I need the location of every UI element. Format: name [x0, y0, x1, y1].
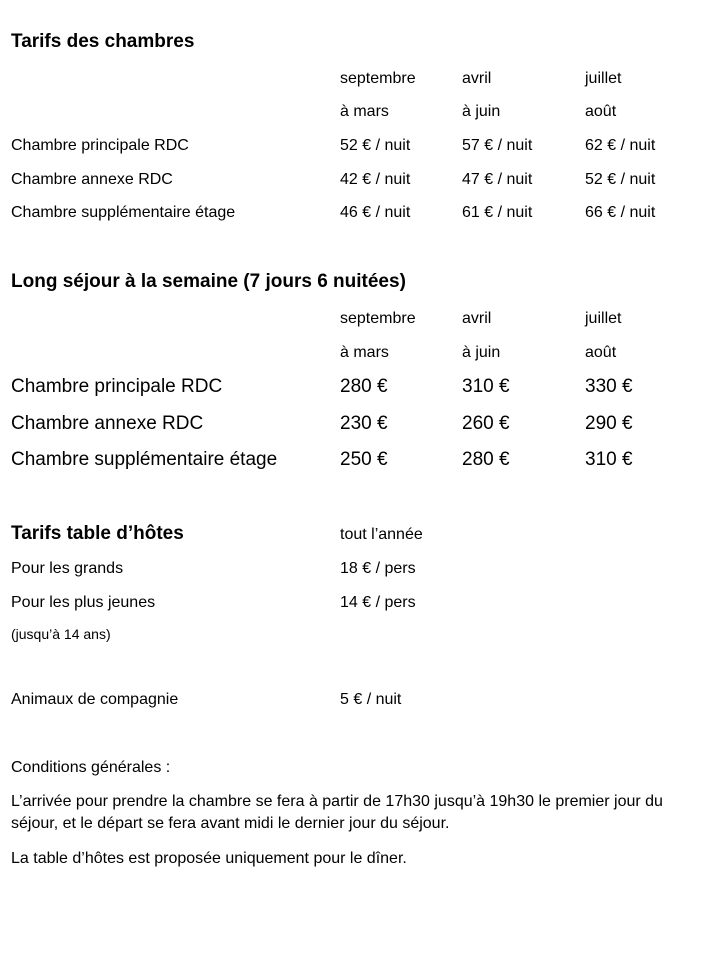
price-value: 57 € / nuit — [462, 137, 533, 154]
long-stay-period-row-bottom — [11, 344, 711, 368]
price-value: 46 € / nuit — [340, 204, 411, 221]
price-value: 61 € / nuit — [462, 204, 533, 221]
price-value: 14 € / pers — [340, 594, 416, 611]
room-label: Chambre supplémentaire étage — [11, 449, 278, 470]
price-value: 52 € / nuit — [340, 137, 411, 154]
room-label: Chambre annexe RDC — [11, 171, 173, 188]
table-row — [11, 691, 711, 715]
price-value: 290 € — [585, 413, 633, 434]
table-row — [11, 171, 711, 195]
period-label: avril — [462, 310, 492, 327]
period-label: à juin — [462, 103, 501, 120]
table-row — [11, 204, 711, 228]
room-label: Chambre annexe RDC — [11, 413, 204, 434]
price-value: 42 € / nuit — [340, 171, 411, 188]
rooms-period-row-bottom — [11, 103, 711, 127]
table-row — [11, 376, 711, 404]
guest-label: Pour les plus jeunes — [11, 594, 156, 611]
pets-label: Animaux de compagnie — [11, 691, 179, 708]
period-label: juillet — [585, 310, 622, 327]
price-value: 310 € — [585, 449, 633, 470]
rooms-period-row-top — [11, 70, 711, 94]
period-label: tout l’année — [340, 526, 423, 543]
long-stay-period-row-top — [11, 310, 711, 334]
table-row — [11, 137, 711, 161]
conditions-paragraph-2: La table d’hôtes est proposée uniquement pour le dîner. — [11, 850, 407, 867]
table-row — [11, 413, 711, 441]
room-label: Chambre principale RDC — [11, 376, 223, 397]
age-note — [11, 626, 711, 650]
period-label: août — [585, 103, 617, 120]
period-label: à juin — [462, 344, 501, 361]
period-label: septembre — [340, 70, 416, 87]
price-value: 66 € / nuit — [585, 204, 656, 221]
price-value: 250 € — [340, 449, 388, 470]
price-value: 330 € — [585, 376, 633, 397]
age-note-text: (jusqu’à 14 ans) — [11, 626, 111, 642]
conditions-title — [11, 759, 711, 783]
price-value: 47 € / nuit — [462, 171, 533, 188]
room-label: Chambre principale RDC — [11, 137, 189, 154]
conditions-title-text: Conditions générales : — [11, 759, 171, 776]
table-hotes-title: Tarifs table d’hôtes — [11, 523, 184, 544]
table-row — [11, 594, 711, 618]
period-label: à mars — [340, 103, 389, 120]
guest-label: Pour les grands — [11, 560, 124, 577]
price-value: 5 € / nuit — [340, 691, 402, 708]
period-label: à mars — [340, 344, 389, 361]
price-value: 310 € — [462, 376, 510, 397]
price-value: 260 € — [462, 413, 510, 434]
room-label: Chambre supplémentaire étage — [11, 204, 236, 221]
price-value: 280 € — [340, 376, 388, 397]
period-label: avril — [462, 70, 492, 87]
price-value: 62 € / nuit — [585, 137, 656, 154]
period-label: septembre — [340, 310, 416, 327]
period-label: juillet — [585, 70, 622, 87]
conditions-paragraph-1: L’arrivée pour prendre la chambre se fera à partir de 17h30 jusqu’à 19h30 le premier jour du séjour, et le départ se fera avant midi le dernier jour du séjour. — [11, 793, 663, 832]
period-label: août — [585, 344, 617, 361]
price-value: 230 € — [340, 413, 388, 434]
table-hotes-header — [11, 523, 711, 551]
price-value: 18 € / pers — [340, 560, 416, 577]
rooms-title: Tarifs des chambres — [11, 31, 195, 52]
price-value: 280 € — [462, 449, 510, 470]
price-value: 52 € / nuit — [585, 171, 656, 188]
table-row — [11, 449, 711, 477]
long-stay-title: Long séjour à la semaine (7 jours 6 nuitées) — [11, 271, 406, 292]
table-row — [11, 560, 711, 584]
